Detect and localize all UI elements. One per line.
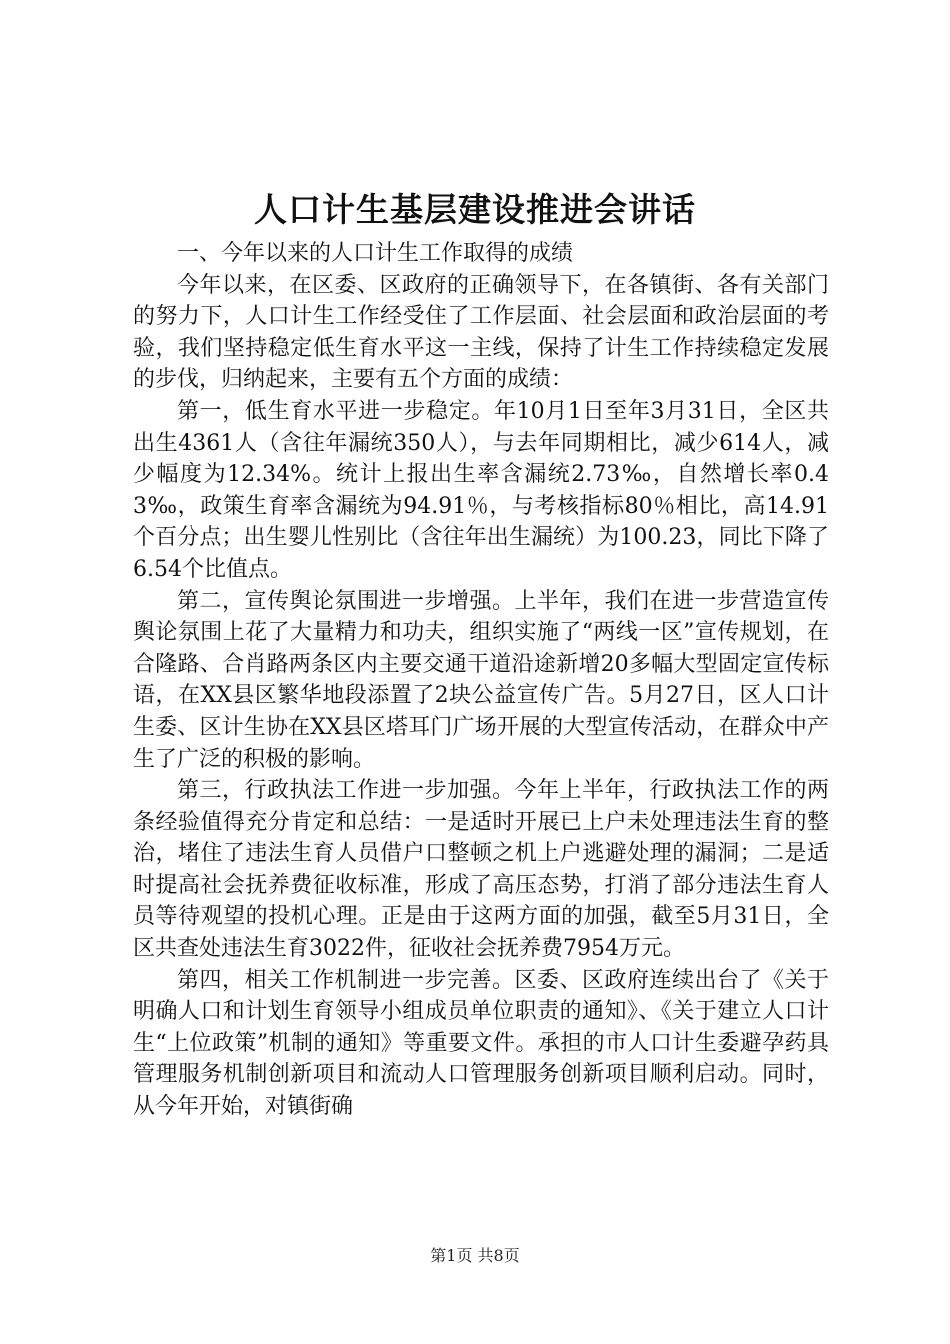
paragraph-first-achievement: 第一，低生育水平进一步稳定。年10月1日至年3月31日，全区共出生4361人（含往年漏统350人），与去年同期相比，减少614人，减少幅度为12.34%。统计上报出生率含漏统2.73‰，自然增长率0.43‰，政策生育率含漏统为94.91％，与考核指标80％相比，高14.91个百分点；出生婴儿性别比（含往年出生漏统）为100.23，同比下降了6.54个比值点。 bbox=[133, 398, 829, 582]
document-title: 人口计生基层建设推进会讲话 bbox=[254, 190, 696, 229]
page-number-footer: 第1页 共8页 bbox=[430, 1246, 520, 1265]
paragraph-fourth-achievement: 第四，相关工作机制进一步完善。区委、区政府连续出台了《关于明确人口和计划生育领导小组成员单位职责的通知》、《关于建立人口计生“上位政策”机制的通知》等重要文件。承担的市人口计生委避孕药具管理服务机制创新项目和流动人口管理服务创新项目顺利启动。同时，从今年开始，对镇街确 bbox=[133, 967, 829, 1120]
section-heading: 一、今年以来的人口计生工作取得的成绩 bbox=[177, 241, 574, 266]
document-body bbox=[133, 238, 829, 1123]
paragraph-third-achievement: 第三，行政执法工作进一步加强。今年上半年，行政执法工作的两条经验值得充分肯定和总结：一是适时开展已上户未处理违法生育的整治，堵住了违法生育人员借户口整顿之机上户逃避处理的漏洞；二是适时提高社会抚养费征收标准，形成了高压态势，打消了部分违法生育人员等待观望的投机心理。正是由于这两方面的加强，截至5月31日，全区共查处违法生育3022件，征收社会抚养费7954万元。 bbox=[133, 778, 829, 962]
paragraph-intro: 今年以来，在区委、区政府的正确领导下，在各镇街、各有关部门的努力下，人口计生工作经受住了工作层面、社会层面和政治层面的考验，我们坚持稳定低生育水平这一主线，保持了计生工作持续稳定发展的步伐，归纳起来，主要有五个方面的成绩： bbox=[133, 272, 829, 393]
paragraph-second-achievement: 第二，宣传舆论氛围进一步增强。上半年，我们在进一步营造宣传舆论氛围上花了大量精力和功夫，组织实施了“两线一区”宣传规划，在合隆路、合肖路两条区内主要交通干道沿途新增20多幅大型固定宣传标语，在XX县区繁华地段添置了2块公益宣传广告。5月27日，区人口计生委、区计生协在XX县区塔耳门广场开展的大型宣传活动，在群众中产生了广泛的积极的影响。 bbox=[133, 588, 829, 772]
